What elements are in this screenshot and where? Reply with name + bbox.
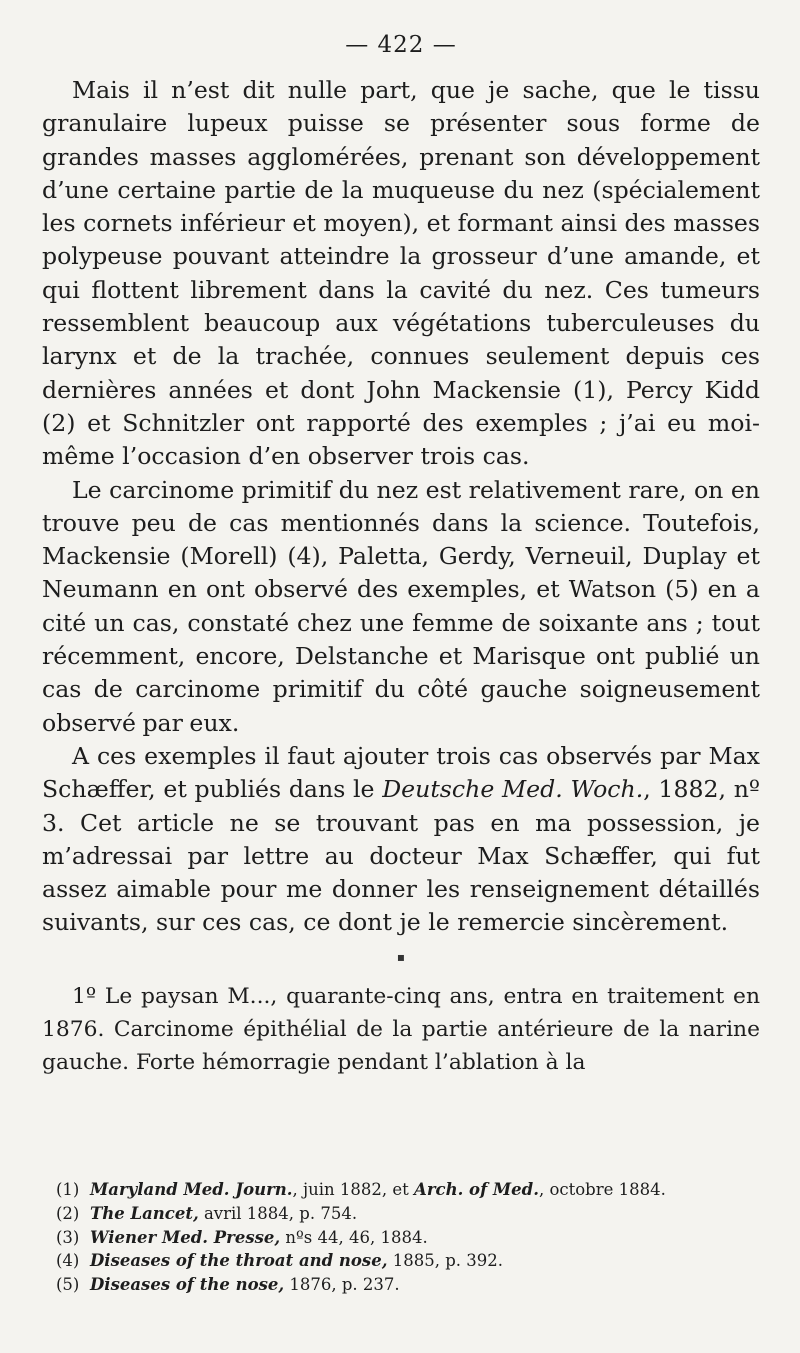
footnote-text: avril 1884, p. 754. <box>198 1203 358 1223</box>
footnote-text: nºs 44, 46, 1884. <box>280 1227 428 1247</box>
footnote-title: Arch. of Med. <box>414 1180 539 1199</box>
footnote-4 <box>56 1249 760 1273</box>
paragraph-lupus: Mais il n’est dit nulle part, que je sache, que le tissu granulaire lupeux puisse se présenter sous forme de grandes masses agglomérées, prenant son développement d’une certaine partie de la muqueuse du nez (spécialement les cornets inférieur et moyen), et formant ainsi des masses polypeuse pouvant atteindre la grosseur d’une amande, et qui flottent librement dans la cavité du nez. Ces tumeurs ressemblent beaucoup aux végétations tuberculeuses du larynx et de la trachée, connues seulement depuis ces dernières années et dont John Mackensie (1), Percy Kidd (2) et Schnitzler ont rapporté des exemples ; j’ai eu moi-même l’occasion d’en observer trois cas. <box>42 76 760 471</box>
footnote-title: The Lancet, <box>90 1203 199 1223</box>
footnote-1 <box>56 1178 760 1202</box>
paragraph-schaeffer <box>42 740 760 940</box>
journal-title: Deutsche Med. Woch. <box>382 775 644 804</box>
footnote-text: , juin 1882, et <box>292 1180 415 1199</box>
case-list <box>42 980 760 1080</box>
paragraph-carcinoma: Le carcinome primitif du nez est relativement rare, on en trouve peu de cas mentionnés dans la science. Toutefois, Mackensie (Morell) (4), Paletta, Gerdy, Verneuil, Duplay et Neumann en ont observé des exemples, et Watson (5) en a cité un cas, constaté chez une femme de soixante ans ; tout récemment, encore, Delstanche et Marisque ont publié un cas de carcinome primitif du côté gauche soigneusement observé par eux. <box>42 475 760 737</box>
section-divider: ▪ <box>396 949 406 964</box>
footnote-number: (3) <box>56 1227 80 1247</box>
footnote-title: Wiener Med. Presse, <box>90 1227 281 1247</box>
footnote-number: (1) <box>56 1180 80 1199</box>
page-number: — 422 — <box>345 32 457 58</box>
footnote-text: 1876, p. 237. <box>284 1275 400 1295</box>
footnote-number: (4) <box>56 1251 80 1271</box>
paragraph-schaeffer-start: A ces exemples il faut ajouter trois cas observés par Max Schæffer, et publiés dans le <box>42 741 760 804</box>
body-text <box>42 74 760 940</box>
footnote-number: (5) <box>56 1275 80 1295</box>
footnote-3 <box>56 1226 760 1250</box>
footnote-5 <box>56 1273 760 1297</box>
footnote-2 <box>56 1202 760 1226</box>
paragraph-schaeffer-end: , 1882, nº 3. Cet article ne se trouvant pas en ma possession, je m’adressai par lettre au docteur Max Schæffer, qui fut assez aimable pour me donner les renseignement détaillés suivants, sur ces cas, ce dont je le remercie sincèrement. <box>42 775 760 937</box>
footnote-number: (2) <box>56 1203 80 1223</box>
footnotes <box>56 1178 760 1297</box>
footnote-text: , octobre 1884. <box>538 1180 666 1199</box>
case-1: 1º Le paysan M..., quarante-cinq ans, entra en traitement en 1876. Carcinome épithélial de la partie antérieure de la narine gauche. Forte hémorragie pendant l’ablation à la <box>42 983 760 1076</box>
footnote-title: Diseases of the nose, <box>90 1275 285 1295</box>
footnote-text: 1885, p. 392. <box>387 1251 503 1271</box>
footnote-title: Diseases of the throat and nose, <box>90 1251 388 1271</box>
footnote-title: Maryland Med. Journ. <box>90 1180 293 1199</box>
